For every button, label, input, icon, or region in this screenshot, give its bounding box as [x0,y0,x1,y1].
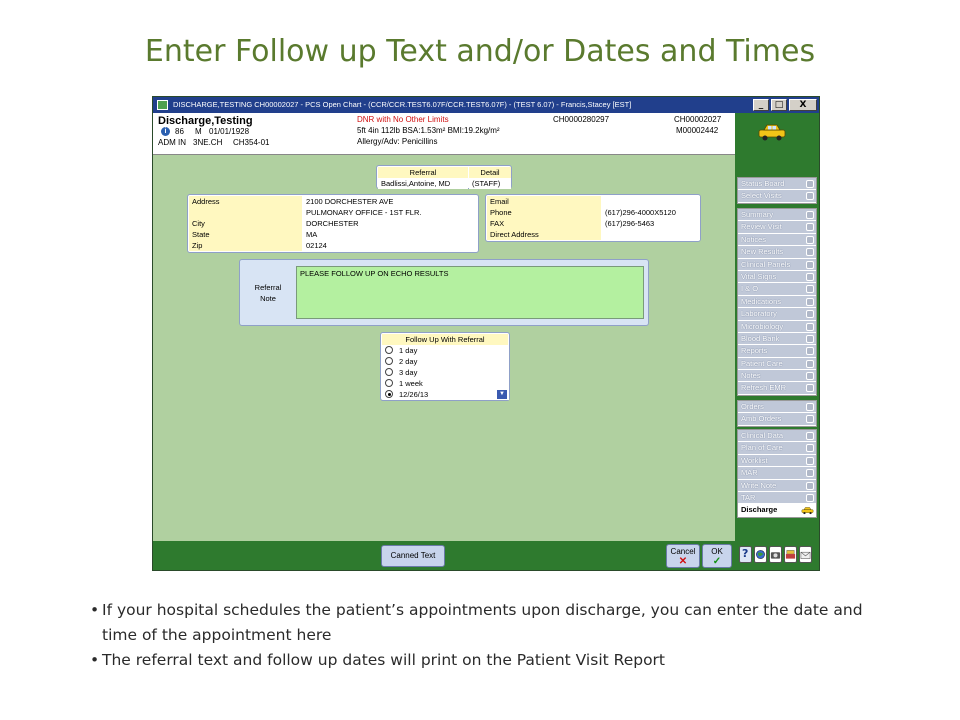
followup-list [380,332,510,401]
status-board-icon [806,180,814,188]
sidebar-item-notes[interactable]: Notes [738,370,816,382]
address-value: 2100 DORCHESTER AVE [303,196,477,207]
city-value: DORCHESTER [303,218,477,229]
medications-icon [806,298,814,306]
radio-button[interactable] [385,346,393,354]
referral-header: Referral [378,167,468,178]
radio-button-selected[interactable] [385,390,393,398]
bullet-1: • If your hospital schedules the patient’s appointments upon discharge, you can enter the date and time of the appointment here [90,598,890,648]
review-visit-icon [806,223,814,231]
direct-address-label: Direct Address [487,229,601,240]
radio-button[interactable] [385,379,393,387]
referral-note-label [240,282,296,304]
state-value: MA [303,229,477,240]
followup-header: Follow Up With Referral [382,334,508,345]
sidebar-item-orders[interactable]: Orders [738,401,816,413]
help-icon: ? [742,547,749,560]
sidebar-item-discharge[interactable]: Discharge [738,504,816,516]
sidebar [735,155,819,570]
referral-name[interactable]: Badlissi,Antoine, MD [378,178,468,189]
referral-detail: (STAFF) [469,178,511,189]
referral-form-area [153,155,735,541]
sidebar-item-laboratory[interactable]: Laboratory [738,308,816,320]
sidebar-group-status [737,177,817,204]
orders-icon [806,403,814,411]
patient-unit: 3NE.CH [193,138,223,147]
followup-option-3-day[interactable] [385,367,417,378]
radio-button[interactable] [385,368,393,376]
address2-value: PULMONARY OFFICE - 1ST FLR. [303,207,477,218]
fax-label: FAX [487,218,601,229]
mar-icon [806,469,814,477]
patient-room: CH354-01 [233,138,270,147]
camera-icon [770,547,781,562]
laboratory-icon [806,310,814,318]
help-button[interactable] [739,546,752,563]
sidebar-item-plan-of-care[interactable]: Plan of Care [738,442,816,454]
unit-number: CH00002027 [674,115,722,124]
info-icon[interactable]: i [161,127,170,136]
app-icon [157,100,168,110]
sidebar-item-vital-signs[interactable]: Vital Signs [738,271,816,283]
slide-bullets [90,598,890,673]
sidebar-item-review-visit[interactable]: Review Visit [738,221,816,233]
slide-title: Enter Follow up Text and/or Dates and Times [144,34,816,69]
patient-name: Discharge,Testing [158,115,253,127]
sidebar-group-emr [737,208,817,396]
select-visits-icon [806,192,814,200]
notes-icon [806,372,814,380]
clinical-panels-icon [806,261,814,269]
sidebar-item-medications[interactable]: Medications [738,296,816,308]
sidebar-item-patient-care[interactable]: Patient Care [738,358,816,370]
phone-label: Phone [487,207,601,218]
sidebar-item-clinical-panels[interactable]: Clinical Panels [738,259,816,271]
contact-table [485,194,701,242]
patient-allergy: Allergy/Adv: Penicillins [357,137,438,146]
option-label: 12/26/13 [399,390,429,399]
followup-option-1-week[interactable] [385,378,423,389]
sidebar-item-refresh-emr[interactable]: Refresh EMR [738,382,816,394]
pcs-window [152,96,820,571]
patient-age: 86 [175,127,184,136]
globe-icon [755,547,766,562]
referral-note-label-line1: Referral [254,283,282,292]
code-status: DNR with No Other Limits [357,115,449,124]
detail-header: Detail [469,167,511,178]
camera-button[interactable] [769,546,782,563]
minimize-button[interactable]: _ [753,99,769,111]
patient-care-icon [806,360,814,368]
referral-table [376,165,512,189]
printer-icon [785,547,796,562]
mail-icon [800,547,811,562]
option-label: 1 week [399,379,423,388]
notices-icon [806,236,814,244]
print-button[interactable] [784,546,797,563]
referral-note-panel [239,259,649,326]
sidebar-group-orders [737,400,817,427]
email-value [602,196,700,207]
sidebar-item-microbiology[interactable]: Microbiology [738,321,816,333]
option-label: 2 day [399,357,418,366]
sidebar-item-select-visits[interactable]: Select Visits [738,190,816,202]
medical-record-number: M00002442 [676,126,719,135]
patient-vitals: 5ft 4in 112lb BSA:1.53m² BMI:19.2kg/m² [357,126,500,135]
summary-icon [806,211,814,219]
zip-label: Zip [189,240,302,251]
sidebar-item-status-board[interactable]: Status Board [738,178,816,190]
clinical-data-icon [806,432,814,440]
followup-option-2-day[interactable] [385,356,417,367]
dropdown-arrow-icon[interactable]: ▼ [497,390,507,399]
sidebar-item-tar[interactable]: TAR [738,492,816,504]
close-button[interactable]: X [789,99,817,111]
new-results-icon [806,248,814,256]
canned-text-button[interactable]: Canned Text [381,545,445,567]
ok-label: OK [711,547,723,556]
tar-icon [806,494,814,502]
vital-signs-icon [806,273,814,281]
fax-value: (617)296-5463 [602,218,700,229]
amb-orders-icon [806,415,814,423]
sidebar-item-write-note[interactable]: Write Note [738,480,816,492]
refresh-icon [806,384,814,392]
sidebar-item-new-results[interactable]: New Results [738,246,816,258]
admit-status: ADM IN [158,138,186,147]
window-titlebar [153,97,819,113]
header-logo-area [735,113,819,155]
bullet-2: • The referral text and follow up dates will print on the Patient Visit Report [90,648,890,673]
cancel-button[interactable] [666,544,700,568]
option-label: 1 day [399,346,418,355]
cancel-label: Cancel [670,547,696,556]
ok-check-icon: ✓ [712,556,722,567]
i-and-o-icon [806,285,814,293]
sidebar-item-mar[interactable]: MAR [738,467,816,479]
discharge-taxi-icon [801,506,814,515]
zip-value: 02124 [303,240,477,251]
city-label: City [189,218,302,229]
maximize-button[interactable]: □ [771,99,787,111]
sidebar-item-reports[interactable]: Reports [738,345,816,357]
reports-icon [806,347,814,355]
bottom-toolbar [153,541,735,571]
write-note-icon [806,482,814,490]
referral-note-textarea[interactable]: PLEASE FOLLOW UP ON ECHO RESULTS [296,266,644,319]
sidebar-item-worklist[interactable]: Worklist [738,455,816,467]
ok-button[interactable] [702,544,732,568]
patient-header [153,113,735,155]
worklist-icon [806,457,814,465]
microbiology-icon [806,323,814,331]
sidebar-item-notices[interactable]: Notices [738,234,816,246]
phone-value: (617)296-4000X5120 [602,207,700,218]
referral-note-label-line2: Note [260,294,276,303]
followup-option-date[interactable] [385,389,509,400]
radio-button[interactable] [385,357,393,365]
account-number: CH0000280297 [553,115,610,124]
state-label: State [189,229,302,240]
sidebar-item-summary[interactable]: Summary [738,209,816,221]
email-label: Email [487,196,601,207]
sidebar-item-amb-orders[interactable]: Amb Orders [738,413,816,425]
blood-bank-icon [806,335,814,343]
sidebar-item-clinical-data[interactable]: Clinical Data [738,430,816,442]
cancel-x-icon: ✕ [678,556,688,567]
sidebar-group-clinical [737,429,817,518]
direct-address-value [602,229,700,240]
taxi-icon [757,122,787,142]
plan-of-care-icon [806,444,814,452]
address-table [187,194,479,253]
address-label: Address [189,196,302,207]
patient-dob: 01/01/1928 [209,127,250,136]
globe-button[interactable] [754,546,767,563]
followup-option-1-day[interactable] [385,345,417,356]
patient-sex: M [195,127,202,136]
sidebar-item-blood-bank[interactable]: Blood Bank [738,333,816,345]
option-label: 3 day [399,368,418,377]
address2-label [189,207,302,218]
sidebar-item-i-and-o[interactable]: I & O [738,283,816,295]
mail-button[interactable] [799,546,812,563]
window-title: DISCHARGE,TESTING CH00002027 - PCS Open Chart - (CCR/CCR.TEST6.07F/CCR.TEST6.07F) - (TEST 6.07) - Francis,Stacey [EST] [173,100,632,109]
